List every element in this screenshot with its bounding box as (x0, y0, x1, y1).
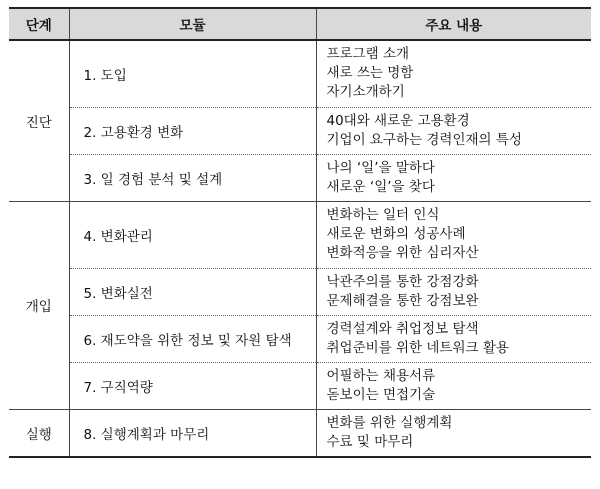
content-line: 변화를 위한 실행계획 (326, 414, 453, 431)
content-line: 변화하는 일터 인식 (326, 207, 440, 223)
table-row (9, 409, 591, 457)
content-line: 어필하는 채용서류 (326, 367, 436, 384)
content-line: 40대와 새로운 고용환경 (326, 112, 470, 129)
header-module: 모듈 (69, 8, 316, 40)
content-line: 새로운 변화의 성공사례 (326, 226, 466, 242)
header-stage: 단계 (9, 8, 69, 40)
content-line: 수료 및 마무리 (326, 433, 414, 450)
stage-cell-intervention: 개입 (9, 201, 69, 409)
program-table-container (9, 7, 591, 458)
module-cell: 2. 고용환경 변화 (69, 107, 316, 154)
module-cell: 8. 실행계획과 마무리 (69, 409, 316, 457)
content-cell (316, 201, 591, 268)
content-line: 기업이 요구하는 경력인재의 특성 (326, 131, 522, 148)
content-cell (316, 154, 591, 201)
table-row (9, 107, 591, 154)
module-cell: 5. 변화실전 (69, 268, 316, 315)
module-cell: 4. 변화관리 (69, 201, 316, 268)
module-cell: 6. 재도약을 위한 정보 및 자원 탐색 (69, 315, 316, 362)
table-row (9, 40, 591, 107)
module-cell: 3. 일 경험 분석 및 설계 (69, 154, 316, 201)
table-row (9, 154, 591, 201)
content-cell (316, 40, 591, 107)
content-cell (316, 409, 591, 457)
module-cell: 7. 구직역량 (69, 362, 316, 409)
content-line: 나의 ‘일’을 말하다 (326, 159, 435, 176)
content-line: 경력설계와 취업정보 탐색 (326, 320, 479, 337)
stage-cell-diagnosis: 진단 (9, 40, 69, 201)
stage-cell-execution: 실행 (9, 409, 69, 457)
content-line: 문제해결을 통한 강점보완 (326, 292, 479, 309)
content-line: 자기소개하기 (326, 84, 405, 101)
content-line: 변화적응을 위한 심리자산 (326, 245, 479, 261)
content-line: 프로그램 소개 (326, 46, 410, 63)
content-line: 돋보이는 면접기술 (326, 386, 436, 403)
module-cell: 1. 도입 (69, 40, 316, 107)
content-cell (316, 362, 591, 409)
table-row (9, 201, 591, 268)
table-row (9, 315, 591, 362)
content-cell (316, 315, 591, 362)
content-line: 새로 쓰는 명함 (326, 65, 414, 82)
content-line: 낙관주의를 통한 강점강화 (326, 273, 479, 290)
program-module-table (9, 7, 591, 458)
content-line: 새로운 ‘일’을 찾다 (326, 178, 435, 195)
table-row (9, 268, 591, 315)
table-row (9, 362, 591, 409)
table-header-row (9, 8, 591, 40)
content-cell (316, 107, 591, 154)
content-line: 취업준비를 위한 네트워크 활용 (326, 339, 509, 356)
content-cell (316, 268, 591, 315)
header-content: 주요 내용 (316, 8, 591, 40)
